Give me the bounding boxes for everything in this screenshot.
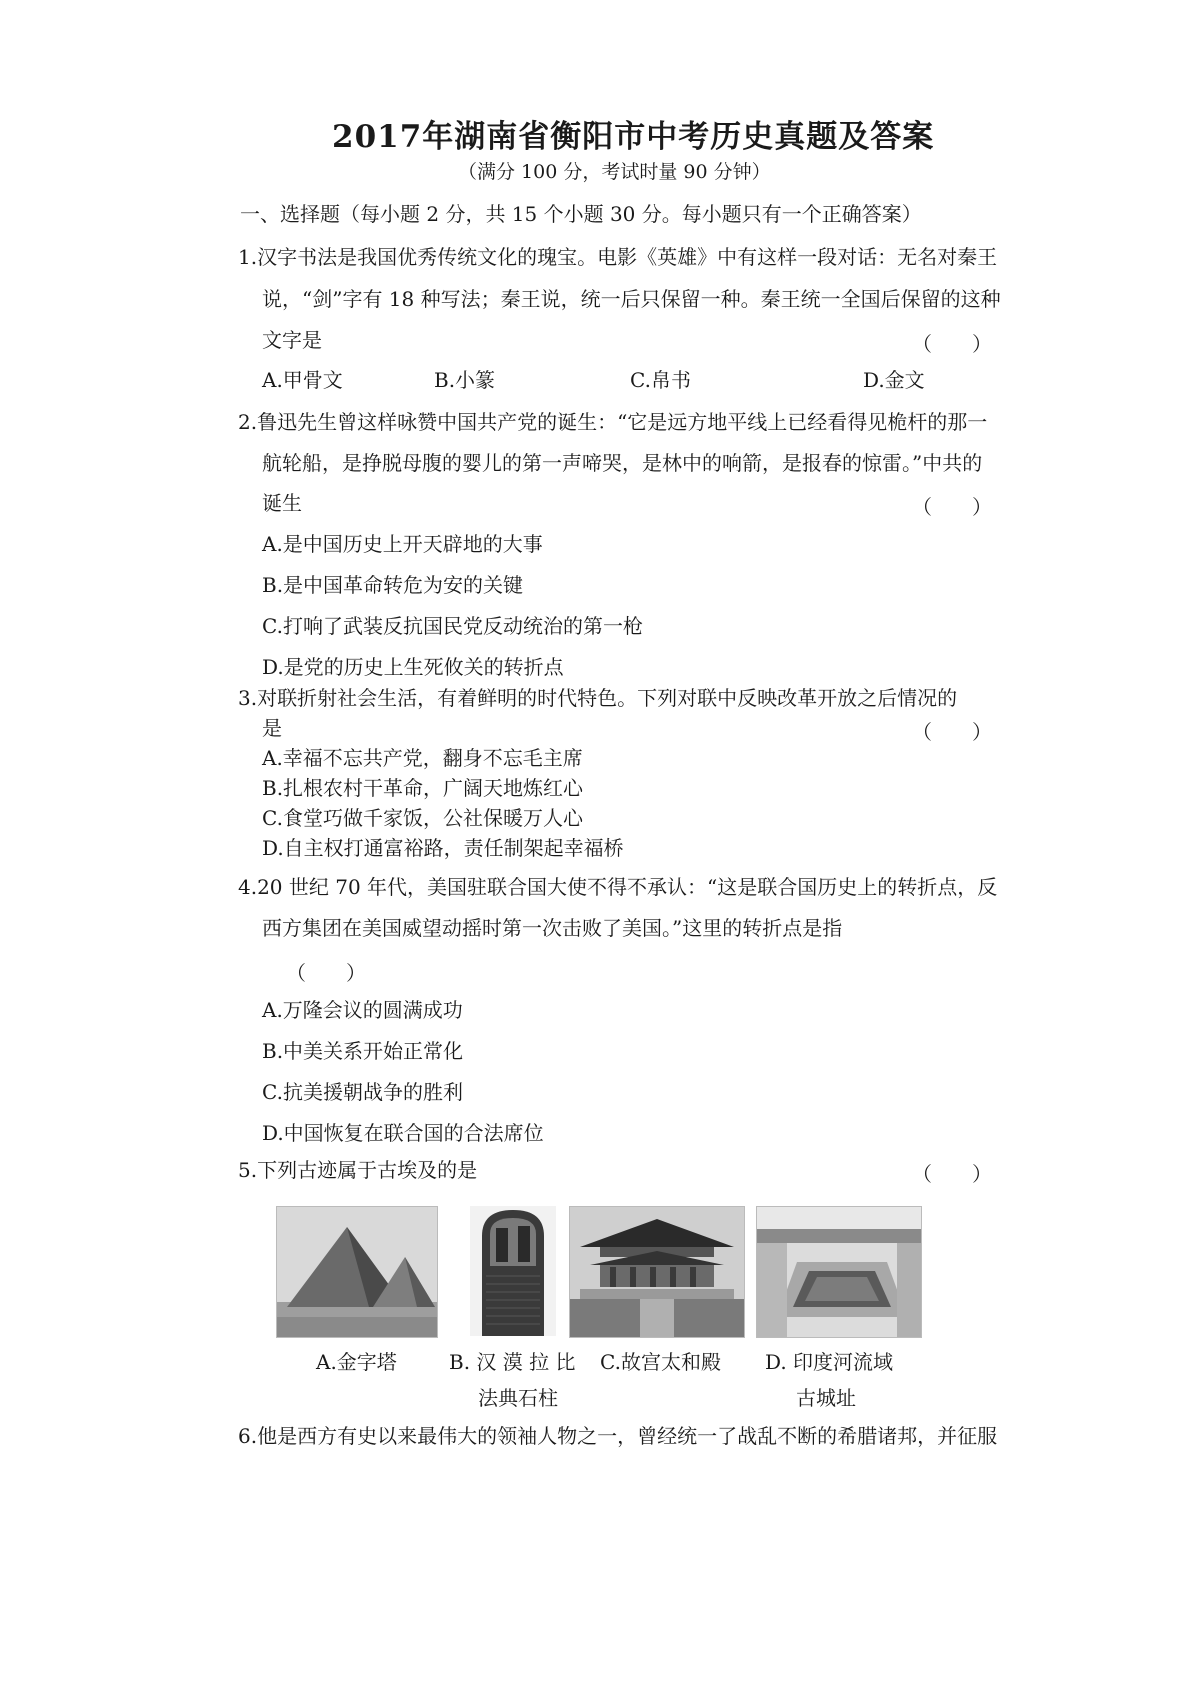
q1-stem-line2: 说，“剑”字有 18 种写法；秦王说，统一后只保留一种。秦王统一全国后保留的这种 (262, 287, 1001, 311)
code-of-hammurabi-image (470, 1206, 556, 1336)
q3-option-d: D.自主权打通富裕路，责任制架起幸福桥 (262, 836, 624, 860)
q1-stem-line1: 1.汉字书法是我国优秀传统文化的瑰宝。电影《英雄》中有这样一段对话：无名对秦王 (238, 245, 998, 269)
q1-answer-blank: （ ） (912, 332, 992, 356)
q2-stem-line2: 航轮船，是挣脱母腹的婴儿的第一声啼哭，是林中的响箭，是报春的惊雷。”中共的 (262, 451, 983, 475)
q5-option-b-line2: 法典石柱 (478, 1386, 558, 1410)
q4-answer-blank: （ ） (286, 961, 366, 985)
q2-option-d: D.是党的历史上生死攸关的转折点 (262, 655, 564, 679)
q6-stem-line1: 6.他是西方有史以来最伟大的领袖人物之一，曾经统一了战乱不断的希腊诸邦，并征服 (238, 1424, 998, 1448)
q2-option-c: C.打响了武装反抗国民党反动统治的第一枪 (262, 614, 643, 638)
q5-option-d-line1: D. 印度河流域 (765, 1350, 894, 1374)
q4-stem-line1: 4.20 世纪 70 年代，美国驻联合国大使不得不承认：“这是联合国历史上的转折点，反 (238, 875, 998, 899)
pyramids-image (276, 1206, 438, 1338)
q5-stem-line1: 5.下列古迹属于古埃及的是 (238, 1158, 478, 1182)
q1-option-b: B.小篆 (434, 368, 496, 392)
q1-option-d: D.金文 (863, 368, 925, 392)
q5-option-d-line2: 古城址 (796, 1386, 856, 1410)
q2-stem-line1: 2.鲁迅先生曾这样咏赞中国共产党的诞生：“它是远方地平线上已经看得见桅杆的那一 (238, 410, 988, 434)
page-title: 2017年湖南省衡阳市中考历史真题及答案 (332, 119, 935, 155)
q2-stem-line3: 诞生 (262, 491, 302, 515)
q3-stem-line2: 是 (262, 716, 282, 740)
q3-option-b: B.扎根农村干革命，广阔天地炼红心 (262, 776, 584, 800)
q4-option-a: A.万隆会议的圆满成功 (262, 998, 463, 1022)
q3-answer-blank: （ ） (912, 720, 992, 744)
q4-option-d: D.中国恢复在联合国的合法席位 (262, 1121, 544, 1145)
q5-option-a: A.金字塔 (316, 1350, 397, 1374)
q5-option-c: C.故宫太和殿 (600, 1350, 721, 1374)
q4-option-c: C.抗美援朝战争的胜利 (262, 1080, 463, 1104)
q3-option-c: C.食堂巧做千家饭，公社保暖万人心 (262, 806, 583, 830)
q3-stem-line1: 3.对联折射社会生活，有着鲜明的时代特色。下列对联中反映改革开放之后情况的 (238, 686, 958, 710)
q4-option-b: B.中美关系开始正常化 (262, 1039, 464, 1063)
q2-option-b: B.是中国革命转危为安的关键 (262, 573, 524, 597)
hall-of-supreme-harmony-image (569, 1206, 745, 1338)
q5-answer-blank: （ ） (912, 1162, 992, 1186)
indus-valley-ruins-image (756, 1206, 922, 1338)
q1-stem-line3: 文字是 (262, 328, 322, 352)
section-heading: 一、选择题（每小题 2 分，共 15 个小题 30 分。每小题只有一个正确答案） (240, 202, 922, 226)
q4-stem-line2: 西方集团在美国威望动摇时第一次击败了美国。”这里的转折点是指 (262, 916, 843, 940)
q5-option-b-line1: B. 汉 漠 拉 比 (449, 1350, 576, 1374)
q1-option-a: A.甲骨文 (262, 368, 343, 392)
q1-option-c: C.帛书 (630, 368, 691, 392)
q2-option-a: A.是中国历史上开天辟地的大事 (262, 532, 543, 556)
q2-answer-blank: （ ） (912, 495, 992, 519)
q3-option-a: A.幸福不忘共产党，翻身不忘毛主席 (262, 746, 583, 770)
exam-info: （满分 100 分，考试时量 90 分钟） (458, 161, 771, 183)
